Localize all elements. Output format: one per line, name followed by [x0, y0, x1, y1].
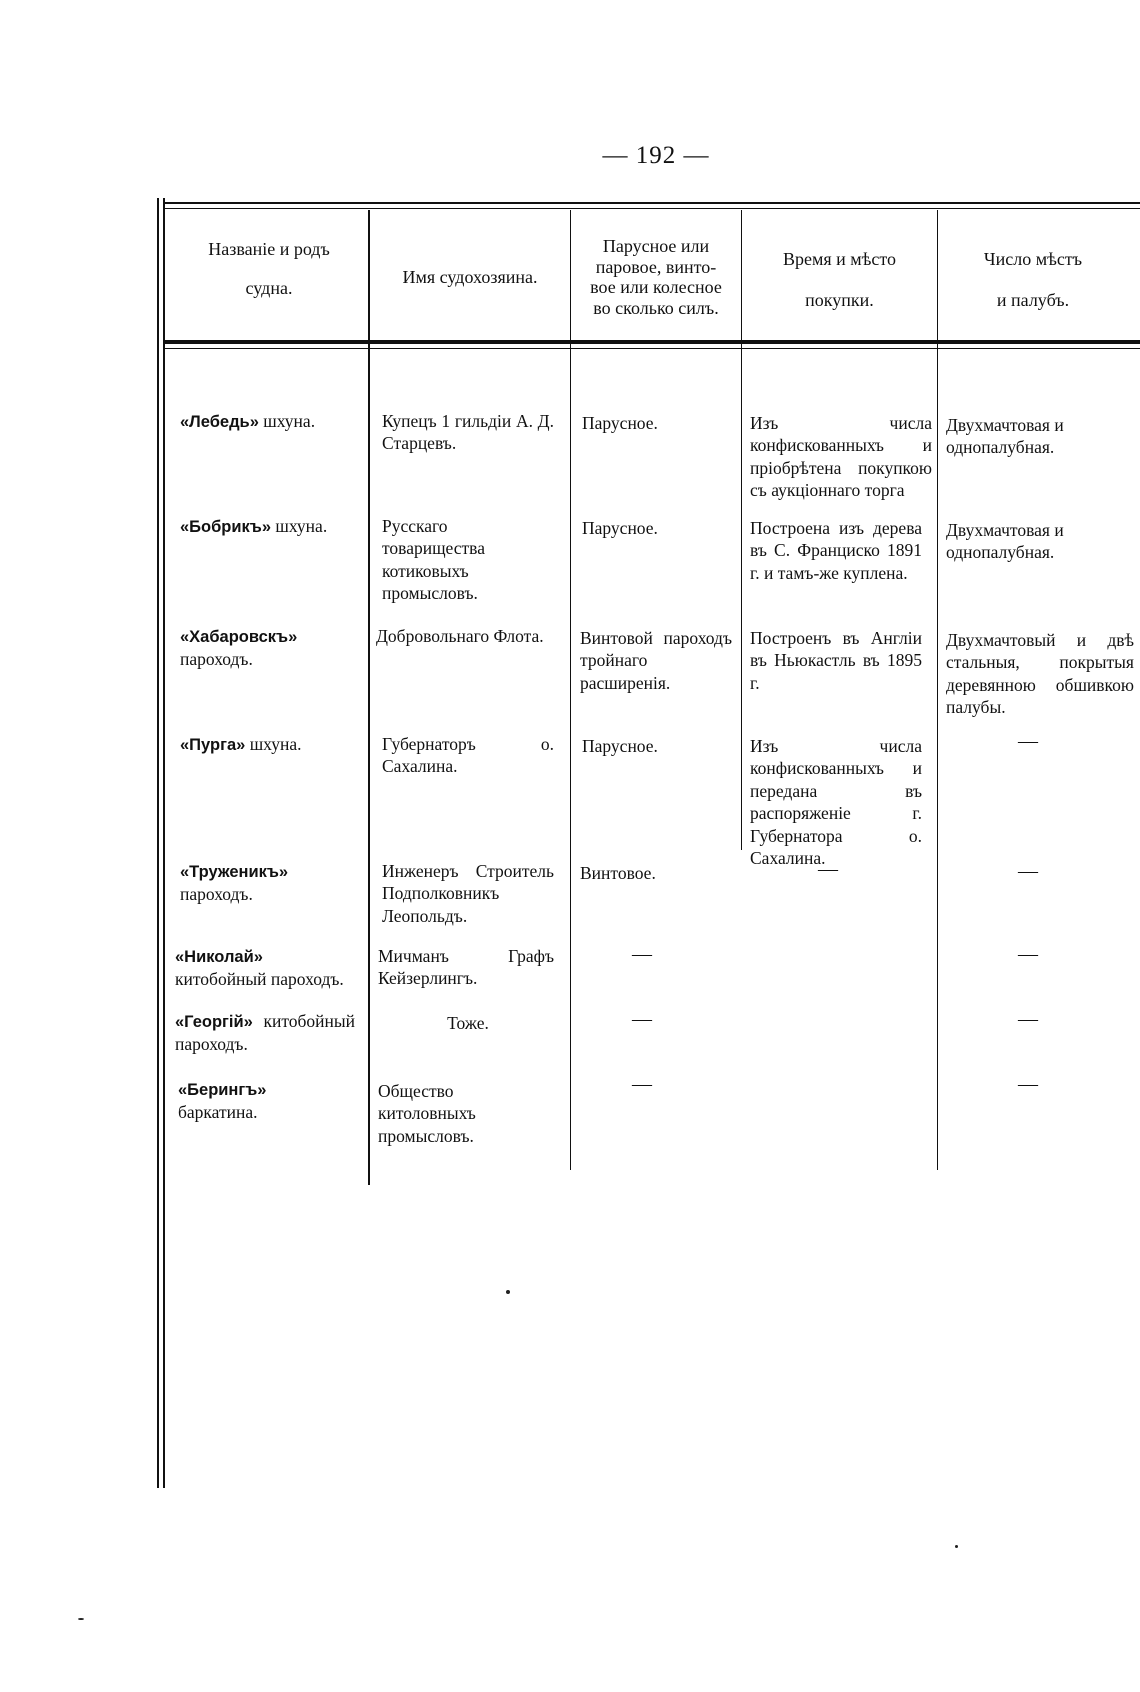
scan-speck	[506, 1290, 510, 1294]
header-text: судна.	[245, 277, 293, 298]
ship-type: пароходъ.	[180, 884, 253, 905]
ship-name: «Георгій»	[175, 1013, 253, 1031]
col-separator-4	[937, 210, 938, 1170]
owner-cell: Русскаго товарищества котиковыхъ промысловъ.	[382, 516, 485, 604]
owner-cell: Общество китоловныхъ промысловъ.	[378, 1081, 476, 1146]
ship-name: «Бобрикъ»	[180, 518, 271, 536]
table-row	[180, 410, 350, 433]
propulsion-cell: —	[632, 1073, 652, 1095]
ship-name: «Николай»	[175, 948, 263, 966]
decks-cell: —	[1018, 1008, 1038, 1030]
ship-name: «Лебедь»	[180, 413, 259, 431]
table-row	[180, 860, 350, 906]
ship-type: пароходъ.	[180, 649, 253, 670]
header-bottom-rule-thin	[165, 348, 1140, 349]
owner-cell: Добровольнаго Флота.	[376, 626, 544, 646]
propulsion-cell: —	[632, 1008, 652, 1030]
propulsion-cell: Парусное.	[582, 736, 658, 756]
decks-cell: Двухмачтовый и двѣ стальныя, покрытыя деревянною обшивкою палубы.	[946, 630, 1134, 718]
header-col-purchase	[742, 248, 937, 311]
header-col-decks	[938, 248, 1128, 311]
ship-type: шхуна.	[249, 734, 302, 754]
table-top-rule-inner	[165, 208, 1140, 209]
header-text: Число мѣстъ	[983, 249, 1083, 269]
table-row	[180, 515, 350, 538]
ship-type: шхуна.	[275, 516, 328, 536]
propulsion-cell: —	[632, 943, 652, 965]
table-row	[180, 625, 350, 671]
header-text: Время и мѣсто	[782, 249, 897, 269]
purchase-cell: Построенъ въ Англіи въ Ньюкастль въ 1895 г.	[750, 628, 922, 693]
table-row	[180, 733, 350, 756]
ship-name: «Берингъ»	[178, 1081, 267, 1099]
col-separator-2	[570, 210, 571, 1170]
header-text: Имя судохозяина.	[402, 267, 538, 287]
table-top-rule	[165, 202, 1140, 204]
ship-name: «Хабаровскъ»	[180, 628, 298, 646]
col-separator-1	[368, 210, 370, 1185]
ship-type: баркатина.	[178, 1102, 258, 1123]
propulsion-cell: Винтовой пароходъ тройнаго расширенія.	[580, 628, 732, 693]
decks-cell: —	[1018, 943, 1038, 965]
ship-type: китобойный пароходъ.	[175, 1011, 355, 1055]
header-text: и палубъ.	[996, 289, 1070, 310]
purchase-cell: —	[818, 858, 838, 880]
propulsion-cell: Винтовое.	[580, 863, 656, 883]
header-col-propulsion	[571, 236, 741, 319]
decks-cell: —	[1018, 860, 1038, 882]
ship-type: шхуна.	[263, 411, 316, 431]
purchase-cell: Изъ числа конфискованныхъ и пріобрѣтена покупкою съ аукціоннаго торга	[750, 413, 932, 501]
decks-cell: —	[1018, 1073, 1038, 1095]
scan-speck	[78, 1618, 84, 1620]
table-row	[178, 1078, 350, 1124]
page-number: — 192 —	[602, 142, 710, 169]
table-left-border	[157, 198, 159, 1488]
header-col-owner	[370, 266, 570, 289]
purchase-cell: Построена изъ дерева въ С. Франциско 1891 г. и тамъ-же куплена.	[750, 518, 922, 583]
purchase-cell: Изъ числа конфискованныхъ и передана въ распоряженіе г. Губернатора о. Сахалина.	[750, 736, 922, 868]
scan-speck	[955, 1545, 958, 1548]
owner-cell: Тоже.	[447, 1013, 489, 1033]
decks-cell: Двухмачтовая и однопалубная.	[946, 415, 1064, 458]
header-text: паровое, винто-	[595, 256, 717, 277]
owner-cell: Купецъ 1 гильдіи А. Д. Старцевъ.	[382, 411, 554, 454]
decks-cell: Двухмачтовая и однопалубная.	[946, 520, 1064, 563]
propulsion-cell: Парусное.	[582, 413, 658, 433]
header-text: Названіе и родъ	[208, 239, 330, 259]
header-text: Парусное или	[602, 236, 710, 256]
owner-cell: Губернаторъ о. Сахалина.	[382, 734, 554, 777]
ship-name: «Пурга»	[180, 736, 246, 754]
header-text: вое или колесное	[590, 277, 722, 298]
owner-cell: Инженеръ Строитель Подполковникъ Леопольдъ.	[382, 861, 554, 926]
header-bottom-rule	[165, 340, 1140, 344]
table-row	[175, 1010, 355, 1056]
ship-name: «Труженикъ»	[180, 863, 289, 881]
table-left-border-inner	[163, 198, 165, 1488]
header-col-name	[170, 238, 368, 299]
decks-cell: —	[1018, 730, 1038, 752]
ship-type: китобойный пароходъ.	[175, 969, 344, 990]
owner-cell: Мичманъ Графъ Кейзерлингъ.	[378, 946, 554, 989]
table-row	[175, 945, 355, 991]
header-text: покупки.	[805, 289, 874, 310]
header-text: во сколько силъ.	[593, 298, 719, 319]
propulsion-cell: Парусное.	[582, 518, 658, 538]
